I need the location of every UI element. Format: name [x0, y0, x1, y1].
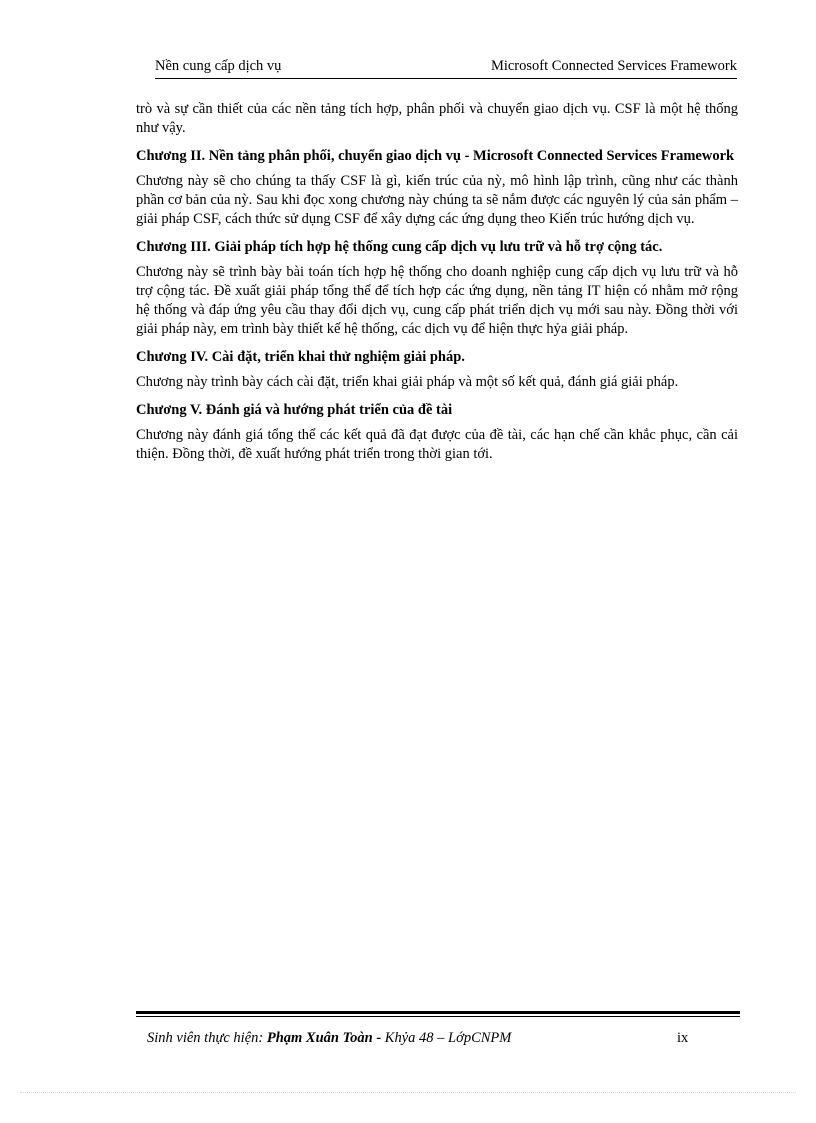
header-left-title: Nền cung cấp dịch vụ	[155, 58, 282, 74]
footer-author-label: Sinh viên thực hiện:	[147, 1030, 267, 1046]
chapter-3-heading: Chương III. Giải pháp tích hợp hệ thống cung cấp dịch vụ lưu trữ và hỗ trợ cộng tác.	[136, 239, 663, 255]
chapter-5-heading: Chương V. Đánh giá và hướng phát triển của đề tài	[136, 402, 453, 418]
intro-paragraph: trò và sự cần thiết của các nền tảng tích hợp, phân phối và chuyển giao dịch vụ. CSF là một hệ thống như vậy.	[136, 101, 738, 136]
page-footer	[147, 1030, 707, 1047]
page-header	[155, 58, 737, 79]
chapter-4-heading: Chương IV. Cài đặt, triển khai thử nghiệm giải pháp.	[136, 349, 465, 365]
chapter-2-heading: Chương II. Nền tảng phân phối, chuyển giao dịch vụ - Microsoft Connected Services Framework	[136, 148, 735, 164]
chapter-3-body: Chương này sẽ trình bày bài toán tích hợp hệ thống cho doanh nghiệp cung cấp dịch vụ lưu trữ và hỗ trợ cộng tác. Đề xuất giải pháp tổng thể để tích hợp các ứng dụng, nền tảng IT hiện có nhằm mở rộng hệ thống và đáp ứng yêu cầu thay đổi dịch vụ, cung cấp phát triển dịch vụ mới sau này. Đồng thời với giải pháp này, em trình bày thiết kế hệ thống, các dịch vụ để hiện thực hỷa giải pháp.	[136, 264, 738, 337]
page-edge-divider	[20, 1092, 796, 1093]
footer-class-info: Khỷa 48 – LớpCNPM	[384, 1030, 512, 1046]
chapter-4-body: Chương này trình bày cách cài đặt, triển khai giải pháp và một số kết quả, đánh giá giải pháp.	[136, 374, 679, 390]
page-content	[136, 100, 738, 472]
page-number: ix	[677, 1030, 689, 1046]
chapter-5-body: Chương này đánh giá tổng thể các kết quả đã đạt được của đề tài, các hạn chế cần khắc phục, cần cải thiện. Đồng thời, đề xuất hướng phát triển trong thời gian tới.	[136, 427, 738, 462]
footer-divider-thin	[136, 1016, 740, 1017]
header-right-title: Microsoft Connected Services Framework	[490, 58, 737, 74]
footer-divider-thick	[136, 1011, 740, 1014]
footer-student-name: Phạm Xuân Toàn -	[266, 1030, 385, 1046]
chapter-2-body: Chương này sẽ cho chúng ta thấy CSF là gì, kiến trúc của nỳ, mô hình lập trình, cũng như các thành phần cơ bản của nỳ. Sau khi đọc xong chương này chúng ta sẽ nắm được các nguyên lý của sản phẩm – giải pháp CSF, cách thức sử dụng CSF để xây dựng các ứng dụng theo Kiến trúc hướng dịch vụ.	[136, 173, 738, 227]
